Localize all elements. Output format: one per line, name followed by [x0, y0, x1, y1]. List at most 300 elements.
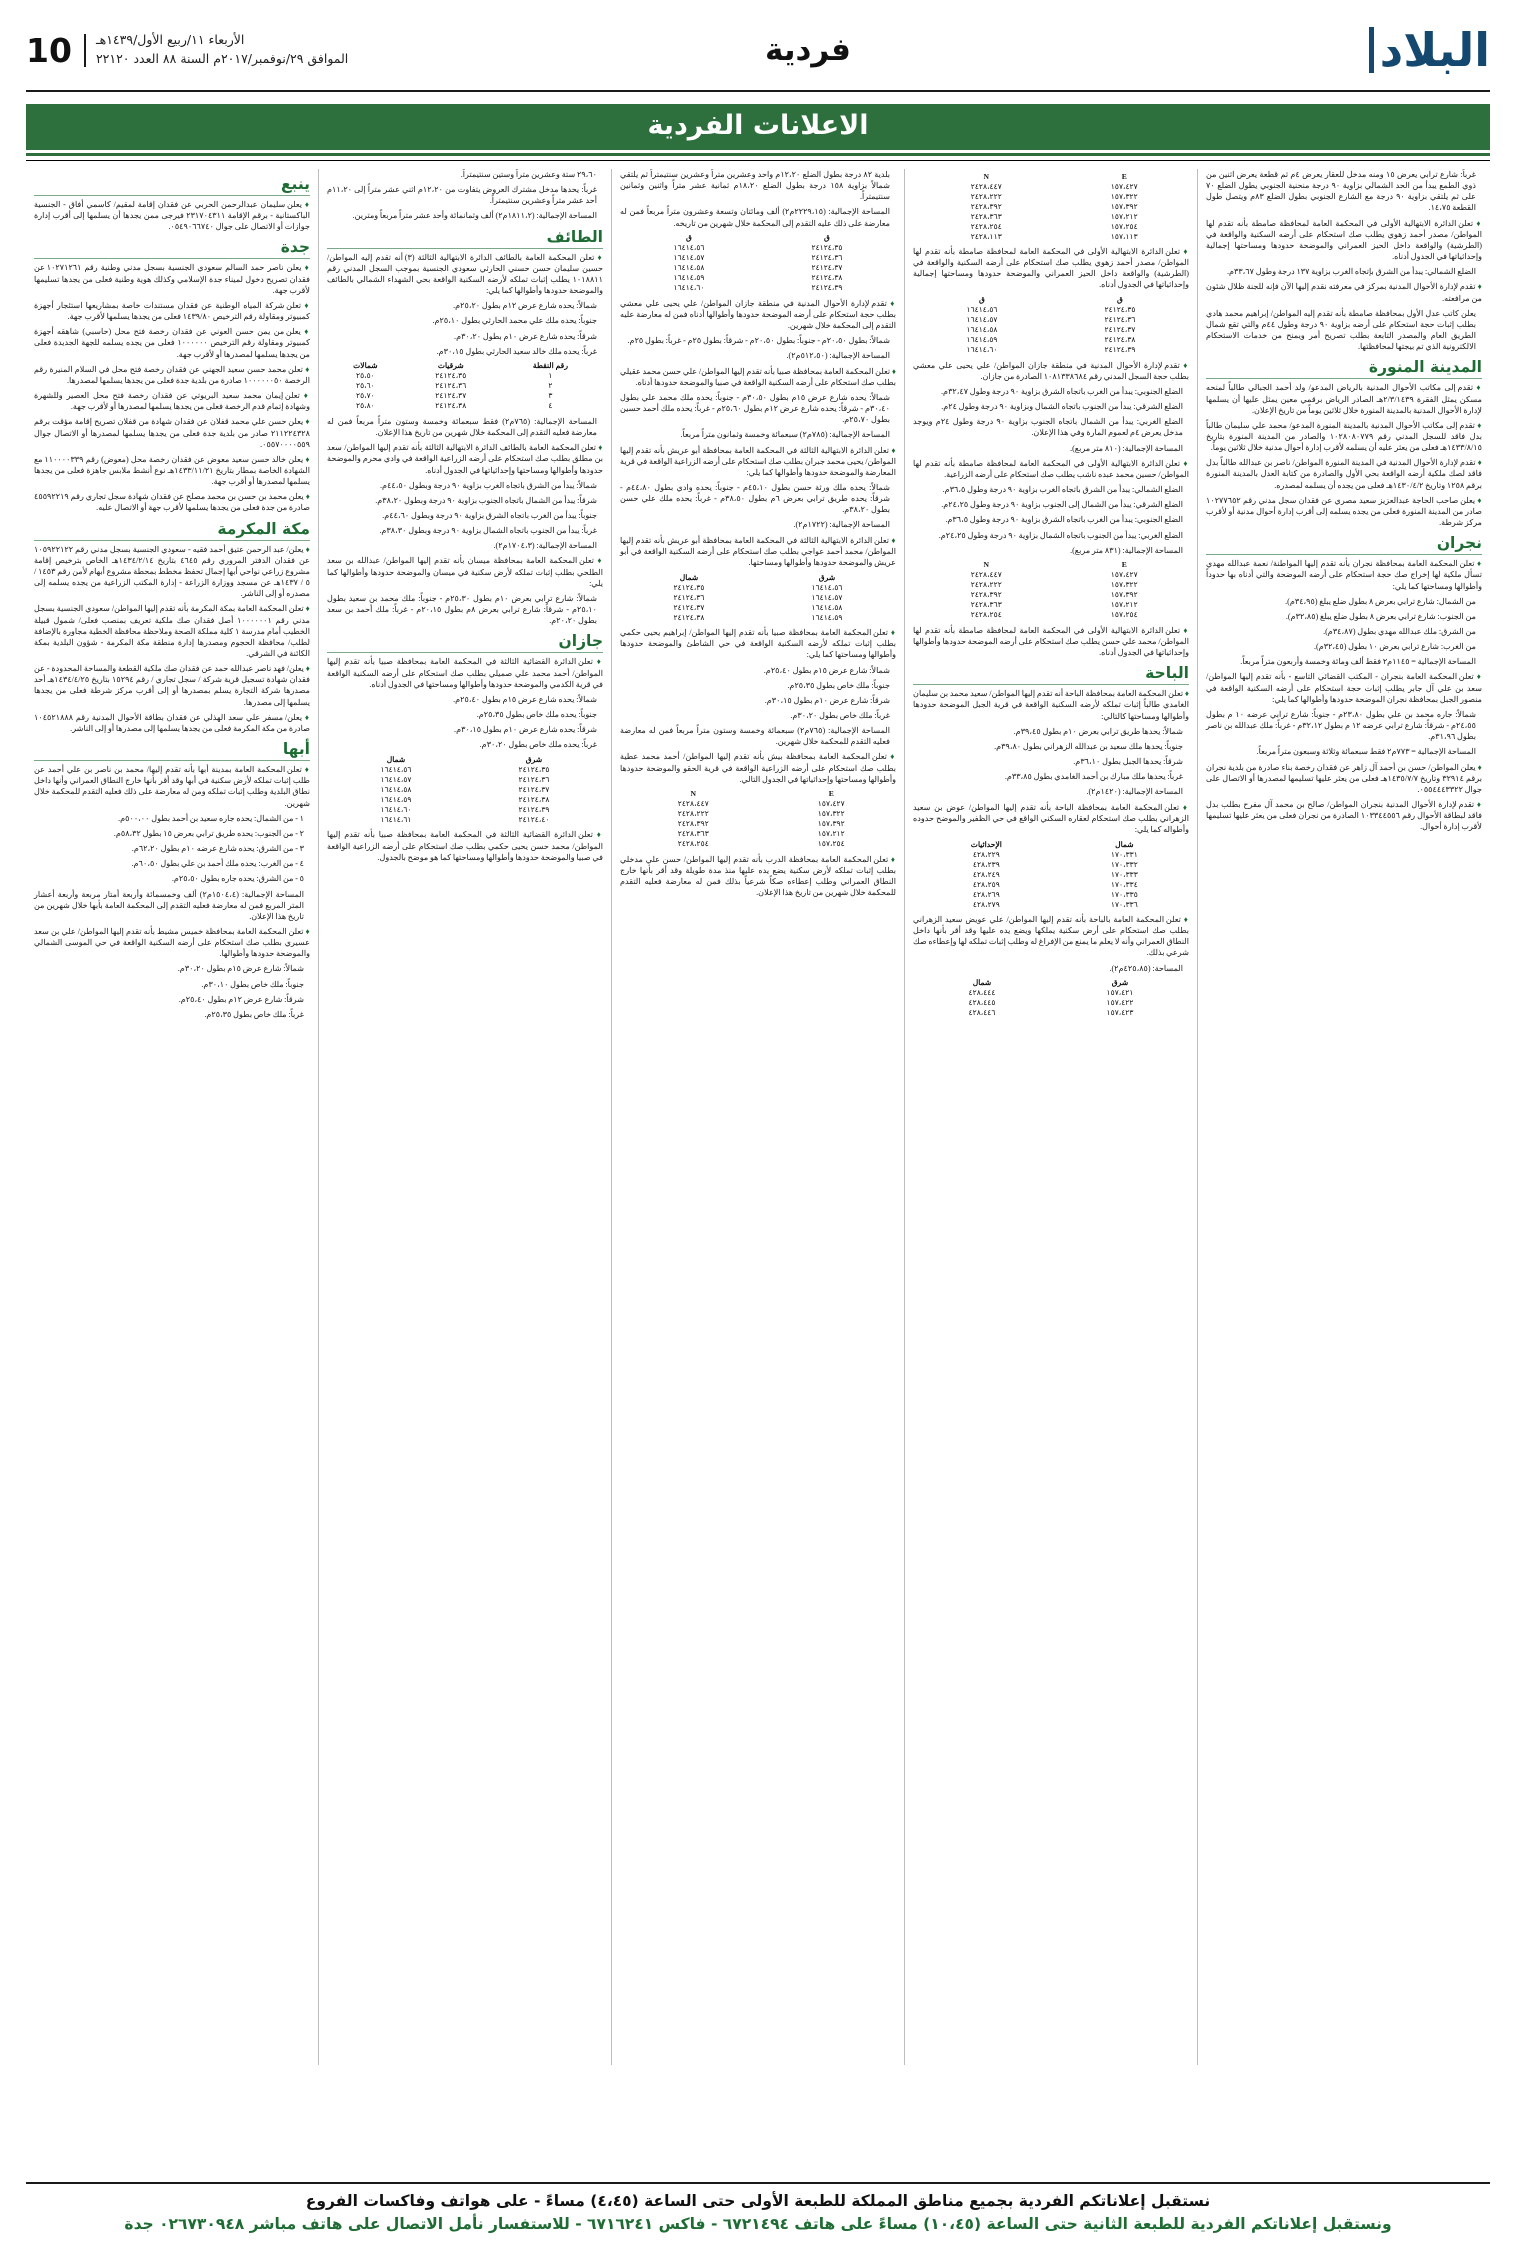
notice-paragraph: ♦ تقدم إلى مكاتب الأحوال المدنية بالرياض المدعو/ ولد أحمد الجبالي طالباً لمنحه مسكن يمثل الفقرة ٢/٣/١٤٣٩هـ الصادر الرياض برقمي معين يمثل عليها أن يسلمها لإدارة الأحوال المدنية بالمدينة المنورة خلال ثلاثين يوماً من تاريخ الإعلان. [1206, 382, 1482, 415]
table-cell: ٢٤١٢٤،٣٦ [435, 381, 467, 391]
table-cell: ٢ [548, 381, 553, 391]
table-cell: ١٥٧،٤٢٧ [817, 799, 845, 809]
table-cell: ٢٤١٢٤،٣٧ [811, 263, 843, 273]
table-cell: ٢٤١٢٤،٣٥ [1104, 305, 1136, 315]
detail-paragraph: جنوباً: يحدها ملك سعيد بن عبدالله الزهراني بطول ٣٩،٨٠م. [994, 741, 1183, 751]
table-cell: ٢٤١٢٤،٣٦ [673, 592, 705, 602]
notice-paragraph: ♦ يعلن/ فهد ناصر عبدالله حمد عن فقدان صك ملكية القطعة والمساحة المحدودة - عن فقدان شهادة تسجيل قرية شركة / سجل تجاري / رقم ١٥٢٩٤ بتاريخ ١٤٣٤/٤/٢٥هـ أحد مصدرها شركة التجارة يسلم بمصدرها أو إلى أقرب مركز شرطة فعلى من يجدها يسلمها إلى مصدرها. [34, 663, 310, 708]
table-row [327, 371, 603, 381]
table-cell: ٤٢٨،٢٣٩ [972, 859, 1000, 869]
table-row [913, 998, 1189, 1008]
detail-paragraph: الضلع الجنوبي: يبدأ من الغرب باتجاه الشرق بزاوية ٩٠ درجة وطول ٣٢،٤٧م. [941, 386, 1183, 396]
detail-paragraph: شمالاً: بطول ٢٠،٥٠م - جنوباً: بطول ٢٠،٥٠م - شرقاً: بطول ٢٥م - غرباً: بطول ٢٥م. [627, 336, 890, 346]
detail-paragraph: شمالاً: يحده شارع عرض ١٥م بطول ٢٥،٤٠م. [453, 694, 597, 704]
table-cell: ٢٤١٢٤،٣٨ [811, 273, 843, 283]
page-title: فردية [765, 32, 851, 68]
table-cell: ١٦٤١٤،٥٨ [673, 263, 705, 273]
table-cell: ٢٤٢٨،٢٥٤ [970, 221, 1002, 231]
notice-paragraph: ♦ يعلن سليمان عبدالرحمن الحربي عن فقدان إقامة لمقيم/ كاسمي أفاق - الجنسية الباكستانية - برقم الإقامة ٢٣١٧٠٤٣١١ فيرجى ممن يجدها أن يسلمها إلى أقرب إدارة جوازات أو الاتصال على جوال ٠٥٤٩٠٦٦٧٤٠. [34, 199, 310, 232]
notice-paragraph: ♦ تعلن المحكمة العامة بمحافظة الباحة أنه تقدم إليها المواطن/ سعيد محمد بن سليمان الغامدي طالباً إثبات تملكه لأرضه السكنية الواقعة في قرية الجبل الموضحة حدودها وأطوالها ومساحتها كالتالي: [913, 688, 1189, 721]
table-cell: ١٥٧،٣٢٢ [1110, 580, 1138, 590]
notice-paragraph: ♦ تعلن الدائرة الابتهالية الثالثة في المحكمة العامة بمحافظة أبو عريش بأنه تقدم إليها المواطن/ يحيى محمد جبران بطلب صك استحكام على أرضه الزراعية الواقعة في قرية المعارضة والموضحة حدودها وأطوالها كما يلي: [620, 445, 896, 478]
detail-paragraph: الضلع الشرقي: يبدأ من الجنوب باتجاه الشمال وبزاوية ٩٠ درجة وطول ٢٤م. [941, 402, 1183, 412]
table-row [620, 602, 896, 612]
table-cell: ٤٢٨،٤٤٤ [968, 988, 996, 998]
issue-info [26, 31, 356, 69]
detail-paragraph: الضلع الجنوبي: يبدأ من الغرب باتجاه الشرق بزاوية ٩٠ درجة وطول ٣٦،٥م. [945, 515, 1183, 525]
table-header-cell: ق [979, 295, 985, 305]
table-header-cell: E [1121, 560, 1127, 570]
notice-paragraph: ♦ تعلن المحكمة العامة بالطائف الدائرة الابتهالية الثالثة (٣) أنه تقدم إليه المواطن/ حسين سليمان حسن حسني الحارثي سعودي الجنسية بموجب السجل المدني رقم ١٠١٨٨١١ يطلب إثبات تملكه لأرضه السكنية الواقعة بحي الشهداء الشمالي بالطائف والموضحة حدودها وأطوالها كما يلي: [327, 252, 603, 297]
city-heading: جازان [327, 632, 603, 653]
table-cell: ١٦٤١٤،٥٦ [811, 582, 843, 592]
table-row [913, 221, 1189, 231]
table-cell: ٢٤٢٨،٤٤٧ [970, 570, 1002, 580]
table-cell: ١٦٤١٤،٥٧ [673, 253, 705, 263]
table-cell: ١٥٧،٤٢٧ [1110, 181, 1138, 191]
table-cell: ٤٢٨،٢٥٩ [972, 879, 1000, 889]
table-row [620, 799, 896, 809]
notice-paragraph: ♦ تعلن الدائرة الابتهالية الأولى في المحكمة العامة لمحافظة صامطة بأنه تقدم لها المواطن/ حسين محمد عبده ناشب يطلب صك استحكام على أرضه الزراعية. [913, 458, 1189, 480]
detail-paragraph: غرباً: يحدها مدخل مشترك العروض يتفاوت من ١٢،٢٠م اثني عشر متراً إلى ١١،٢٠م أحد عشر متراً وعشرين سنتيمتراً. [327, 185, 597, 206]
table-row [620, 243, 896, 253]
table-cell: ١٥٧،٣٩٢ [1110, 201, 1138, 211]
table-cell: ١٦٤١٤،٥٨ [966, 325, 998, 335]
table-header-cell: شمال [386, 754, 406, 764]
table-row [913, 849, 1189, 859]
table-row [327, 804, 603, 814]
table-row [327, 784, 603, 794]
notice-paragraph: ♦ تقدم لإدارة الأحوال المدنية في المدينة المنورة المواطن/ ناصر بن عبدالله طالباً بدل فاقد لصك ملكية أرضه الواقعة بحي الأول والصادرة من كتابة العدل بالمدينة المنورة برقم ١٢٥٨ وتاريخ ١٤٣٠/٤/٢هـ فعلى من يجده أن يسلمه لمصدره. [1206, 457, 1482, 490]
table-cell: ١٦٤١٤،٥٩ [966, 335, 998, 345]
coordinates-table [913, 978, 1189, 1018]
table-cell: ١٦٤١٤،٥٦ [673, 243, 705, 253]
detail-paragraph: شمالاً: شارع ترابي بعرض ١٠م بطول ٢٥،٣٠م - جنوباً: ملك محمد بن سعيد بطول ٢٥،١٠م - شرقاً: شارع ترابي بعرض ٨م بطول ٢٠،١٥م - غرباً: ملك أحمد بن سعد بطول ٢٠،٢٠م. [327, 593, 597, 626]
masthead [26, 18, 1490, 92]
table-cell: ٢٤١٢٤،٣٦ [518, 774, 550, 784]
table-cell: ٤ [548, 401, 553, 411]
table-cell: ١٥٧،٣٢٢ [817, 809, 845, 819]
table-cell: ١٦٤١٤،٦١ [380, 814, 412, 824]
table-cell: ٢٤١٢٤،٣٨ [518, 794, 550, 804]
table-row [913, 889, 1189, 899]
city-heading: المدينة المنورة [1206, 358, 1482, 379]
notice-paragraph: ♦ تقدم إلى مكاتب الأحوال المدنية بالمدينة المنورة المدعو/ محمد علي سليمان طالباً بدل فاقد للسجل المدني رقم ١٠٢٨٠٨٠٧٧٩ والصادر من المدينة المنورة بتاريخ ١٤٣٣/٨/١٥هـ فعلى من يعثر عليه أن يسلمه لأقرب إدارة أحوال مدنية خلال ثلاثين يوماً. [1206, 420, 1482, 453]
table-row [913, 869, 1189, 879]
notice-paragraph: ♦ تعلن المحكمة العامة بمحافظة صبيا بأنه تقدم إليها المواطن/ إبراهيم يحيى حكمي بطلب إثبات تملكه لأرضه السكنية الواقعة في حي الشاطئ والموضحة حدودها وأطوالها ومساحتها كما يلي: [620, 627, 896, 660]
table-cell: ٤٢٨،٤٤٦ [968, 1008, 996, 1018]
table-cell: ٢٤٢٨،٣٩٢ [970, 201, 1002, 211]
detail-paragraph: شرقاً: يحدها الجبل بطول ٣٦،١٠م. [1073, 757, 1183, 767]
table-row [620, 283, 896, 293]
table-row [620, 592, 896, 602]
logo-bar [1369, 27, 1374, 73]
table-header-cell: شرق [818, 572, 836, 582]
coordinates-table [327, 361, 603, 411]
detail-paragraph: يعلن كاتب عدل الأول بمحافظة صامطة بأنه تقدم إليه المواطن/ إبراهيم محمد هادي بطلب إثبات حجة استحكام على أرضه بزاوية ٩٠ درجة وطول ٤٤م والتي تقع شمال الطريق العام والمصدر التابعة بطلب تصريح أمر ويمنح من خدمات الاستحكام الالكترونية الذي تم بيجتها لمحافظتها. [1206, 308, 1476, 352]
table-cell: ٤٢٨،٢٧٩ [972, 899, 1000, 909]
notice-paragraph: ♦ يعلن صاحب الحاجة عبدالعزيز سعيد مصري عن فقدان سجل مدني رقم ١٠٢٧٧٦٥٢ صادر من المدينة المنورة فعلى من يجده يسلمه إلى أقرب إدارة أحوال مدنية أو لأقرب مركز شرطة. [1206, 495, 1482, 528]
detail-paragraph: ٢٩،٦٠ ستة وعشرين متراً وستين سنتيمتراً. [460, 170, 597, 179]
table-cell: ١٦٤١٤،٥٩ [811, 612, 843, 622]
table-cell: ١٥٧،٣٩٢ [817, 819, 845, 829]
table-cell: ٢٤٢٨،٣٩٢ [677, 819, 709, 829]
detail-paragraph: غرباً: يحده ملك خاص بطول ٣٠،٢٠م. [479, 740, 597, 750]
table-cell: ١٥٧،٢١٢ [1110, 211, 1138, 221]
table-cell: ١٦٤١٤،٥٧ [380, 774, 412, 784]
table-cell: ٢٤٢٨،٢٥٤ [970, 610, 1002, 620]
table-row [913, 335, 1189, 345]
table-row [327, 774, 603, 784]
table-cell: ١٥٧،٢١٢ [817, 829, 845, 839]
table-row [913, 305, 1189, 315]
detail-paragraph: غرباً: يحده ملك خالد سعيد الحارثي بطول ٣٠،١٥م. [436, 346, 597, 356]
table-cell: ٢٥،٦٠ [355, 381, 375, 391]
table-row [913, 1008, 1189, 1018]
detail-paragraph: ٤ - من الغرب: يحده ملك أحمد بن علي بطول ٦٠،٥٠م. [131, 859, 304, 869]
table-cell: ١٥٧،١١٣ [1110, 231, 1138, 241]
notice-paragraph: ♦ تعلن الدائرة الابتهالية الثالثة في المحكمة العامة بمحافظة أبو عريش بأنه تقدم إليها المواطن/ محمد أحمد عواجي بطلب صك استحكام على أرضه السكنية الواقعة في أبو عريش والموضحة حدودها وأطوالها ومساحتها. [620, 535, 896, 568]
column-3 [611, 169, 904, 2065]
column-5 [26, 169, 318, 2065]
table-cell: ٢٤٢٨،١١٣ [970, 231, 1002, 241]
table-cell: ١٥٧،٤٢١ [1106, 988, 1134, 998]
detail-paragraph: شمالاً: جاره محمد بن علي بطول ٢٣،٨٠م - جنوباً: شارع ترابي عرضه ١٠ م بطول ٢٤،٥٥م - شرقاً: شارع ترابي عرضه ١٢ م بطول ٣٢،١٢م - غرباً: ملك عبدالله بن ناصر بطول ٣١،٩٦م. [1206, 709, 1476, 742]
table-cell: ٢٤١٢٤،٣٩ [811, 283, 843, 293]
table-cell: ١٦٤١٤،٥٩ [673, 273, 705, 283]
notice-paragraph: ♦ تعلن المحكمة العامة بمحافظة الباحة بأنه تقدم إليها المواطن/ عوض بن سعيد الزهراني بطلب صك استحكام لعقاره السكني الواقع في حي الظفير والموضح حدوده وأطواله كما يلي: [913, 802, 1189, 835]
table-cell: ٢٥،٧٠ [355, 391, 375, 401]
table-cell: ٢٤٢٨،٢٥٤ [677, 839, 709, 849]
table-cell: ٢٥،٥٠ [355, 371, 375, 381]
detail-paragraph: المساحة الإجمالية: (٧٦٥م٢) فقط سبعمائة وخمسة وستون متراً مربعاً فمن له معارضة فعليه التقدم إلى المحكمة خلال شهرين من تاريخ هذا الإعلان. [327, 416, 597, 438]
notice-paragraph: ♦ يعلن من يمن حسن العوني عن فقدان رخصة فتح محل (حاسبي) شاهقه أجهزة كمبيوتر ومقاولة رقم الترخيص ١٠٠٠٠٠٠ فعلى من يجده يسلمه للجهة الجديدة فعلى من يجدها يسلمها لمصدرها أو لأقرب جهة. [34, 326, 310, 359]
notice-paragraph: ♦ يعلن ناصر حمد السالم سعودي الجنسية بسجل مدني وطنية رقم ١٠٢٧١٢٦١ عن فقدان تصريح دخول لميناء جدة الإسلامي وكذلك هوية وطنية فعلى من يجدها تسليمها لأقرب جهة. [34, 262, 310, 295]
city-heading: نجران [1206, 534, 1482, 555]
table-row [913, 580, 1189, 590]
notice-paragraph: ♦ تعلن المحكمة العامة بنجران - المكتب القضائي التاسع - بأنه تقدم إليها المواطن/ سعد بن علي آل جابر يطلب إثبات حجة استحكام على أرضه السكنية الواقعة في منصور الجبل بمحافظة نجران الموضحة حدودها وأطوالها كما يلي: [1206, 671, 1482, 704]
notice-paragraph: ♦ تعلن المحكمة العامة بمحافظة بيش بأنه تقدم إليها المواطن/ أحمد محمد عطية بطلب صك استحكام على أرضه الزراعية الواقعة في قرية الحقو والموضحة حدودها وأطوالها ومساحتها وإحداثياتها في الجدول التالي. [620, 751, 896, 784]
column-4 [318, 169, 611, 2065]
table-cell: ٢٤١٢٤،٣٧ [1104, 325, 1136, 335]
detail-paragraph: جنوباً: يحده ملك خاص بطول ٢٥،٣٥م. [476, 710, 597, 719]
table-cell: ١ [548, 371, 553, 381]
table-cell: ٢٤٢٨،٣٦٣ [677, 829, 709, 839]
table-row [327, 401, 603, 411]
detail-paragraph: الضلع الشرقي: يبدأ من الشمال إلى الجنوب بزاوية ٩٠ درجة وطول ٢٤،٢٥م. [941, 500, 1183, 510]
table-cell: ٤٢٨،٢٢٩ [972, 849, 1000, 859]
footer-line-1: نستقبل إعلاناتكم الفردية بجميع مناطق المملكة للطبعة الأولى حتى الساعة (٤،٤٥) مساءً - على هواتف وفاكسات الفروع [305, 2192, 1211, 2210]
table-cell: ٢٤١٢٤،٣٩ [1104, 345, 1136, 355]
table-cell: ٢٤٢٨،٤٤٧ [677, 799, 709, 809]
detail-paragraph: المساحة الإجمالية: (١٧٠٤،٣م٢). [493, 541, 597, 551]
notice-paragraph: ♦ تعلن الدائرة القضائية الثالثة في المحكمة العامة بمحافظة صبيا بأنه تقدم إليها المواطن/ محمد حسن يحيى حكمي بطلب صك استحكام على أرضه الزراعية الواقعة في صبيا والموضحة حدودها وأطوالها ومساحتها كما هو موضح بالجدول. [327, 829, 603, 862]
detail-paragraph: المساحة الإجمالية: (٥١٢،٥٠م٢). [786, 351, 890, 361]
table-cell: ١٦٤١٤،٥٦ [966, 305, 998, 315]
table-row [913, 315, 1189, 325]
table-row [327, 764, 603, 774]
detail-paragraph: من الجنوب: شارع ترابي بعرض ٨ بطول ضلع يبلغ (٣٢،٨٥م). [1285, 611, 1476, 621]
notice-paragraph: ♦ تقدم لإدارة الأحوال المدنية في منطقة جازان المواطن/ علي يحيى علي معشي بطلب حجة استحكام على أرضه الموضحة حدودها وأطوالها أدناه فمن له معارضة عليه التقدم إلى المحكمة خلال شهرين. [620, 298, 896, 331]
notice-paragraph: ♦ تعلن المحكمة العامة بمكة المكرمة بأنه تقدم إليها المواطن/ سعودي الجنسية بسجل مدني رقم ١٠٠٠٠٠٠١ أصل فقدان صك ملكية تعريف بمنصب فعلى/ شمول قبيلة الخطيب أمام مدرسة ١ كلية مملكة الصحة وملاحظة محافظة الخطية مجاورة بالإضافة لطلب/ محافظة الحجوم ومصدرها إدارة منطقة مكة المكرمة - شؤون البلدية بمكة الكائنة في الشرقي. [34, 603, 310, 659]
detail-paragraph: المساحة الإجمالية: (٨٣١ متر مربع). [1070, 545, 1183, 555]
table-cell: ١٧٠،٣٣٦ [1110, 899, 1138, 909]
detail-paragraph: المساحة الإجمالية: (٧٨٥م٢) سبعمائة وخمسة وثمانون متراً مربعاً. [680, 430, 890, 440]
coordinates-table [620, 233, 896, 293]
detail-paragraph: المساحة الإجمالية = ١١٤٥م٢ فقط ألف ومائة وخمسة وأربعون متراً مربعاً. [1240, 657, 1476, 667]
table-cell: ٣ [548, 391, 553, 401]
coordinates-table [327, 754, 603, 824]
table-row [620, 263, 896, 273]
page-number: 10 [26, 34, 86, 67]
detail-paragraph: المساحة الإجمالية: (١٨١١،٢م٢) ألف وثمانمائة وأحد عشر متراً مربعاً ومترين. [352, 211, 597, 221]
notice-paragraph: ♦ يعلن/ مسفر علي سعد الهذلي عن فقدان بطاقة الأحوال المدنية رقم ١٠٤٥٢١٨٨٨ صادرة من مكة المكرمة فعلى من يجدها يسلمها إلى مصدرها أو إلى الناشر. [34, 712, 310, 734]
table-header-cell: ق [686, 233, 692, 243]
notice-paragraph: ♦ يعلن حسن علي محمد قفلان عن فقدان شهادة من قفلان تصريح إقامة مؤقت برقم ٢١١٢٢٤٣٢٨ صادر من بلدية جدة فعلى من يجدها يسلمها لمصدرها أو الاتصال جوال ٠٥٥٧٠٠٠٠٥٥٩. [34, 416, 310, 449]
notice-paragraph: ♦ تعلن المحكمة العامة بمحافظة صبيا بأنه تقدم إليها المواطن/ علي حسن محمد عقيلي بطلب صك استحكام على أرضه السكنية الواقعة في صبيا والموضحة حدودها أدناه. [620, 366, 896, 388]
table-cell: ٢٤١٢٤،٤٠ [518, 814, 550, 824]
table-header-cell: N [690, 789, 697, 799]
coordinates-table [913, 171, 1189, 241]
table-cell: ١٥٧،٣٢٢ [1110, 191, 1138, 201]
table-cell: ٢٤١٢٤،٣٧ [673, 602, 705, 612]
table-cell: ١٦٤١٤،٦٠ [966, 345, 998, 355]
table-header-cell: شرق [1111, 978, 1129, 988]
notice-paragraph: ♦ يعلن خالد حسن سعيد معوض عن فقدان رخصة محل (معوض) رقم ١١٠٠٠٠٣٣٩ مع الشهادة الخاصة بمطار بتاريخ ١٤٣٣/١١/٢١هـ نوع أنشط ملابس جاهزة فعلى من يجدها يسلمها لمصدرها أو أقرب جهة. [34, 454, 310, 487]
issue-dates [96, 31, 348, 69]
detail-paragraph: بلدية ٨٢ درجة بطول الضلع ١٢،٢٠م واحد وعشرين متراً وعشرين سنتيمتراً ثم يلتقي شمالاً بزاوية ١٥٨ درجة بطول الضلع ١٨،٢٠م ثمانية عشر متراً واثنين وثمانين سنتيمتراً. [620, 170, 890, 202]
detail-paragraph: ١ - من الشمال: يحده جاره سعيد بن أحمد بطول ٥٠٠،٠٠م. [118, 813, 304, 823]
notice-paragraph: ♦ تعلن محمد حسن سعيد الجهني عن فقدان رخصة فتح محل في السلام المنيرة رقم الرخصة ١٠٠٠٠٠٠٥٠ صادرة من بلدية جدة فعلى من يجدها يسلمها لمصدرها. [34, 364, 310, 386]
detail-paragraph: الضلع الشمالي: يبدأ من الشرق باتجاه الغرب بزاوية ٩٠ درجة وطول ٣٦،٥م. [942, 485, 1183, 495]
table-cell: ١٦٤١٤،٦٠ [380, 804, 412, 814]
banner-wrap [26, 104, 1490, 150]
detail-paragraph: شرقاً: يبدأ من الشمال باتجاه الجنوب بزاوية ٩٠ درجة وبطول ٣٨،٢٠م. [375, 495, 597, 505]
notice-paragraph: ♦ تعلن الدائرة الابتهالية الأولى في المحكمة العامة لمحافظة صامطة بأنه تقدم لها المواطن/ مصدر أحمد زهوي يطلب صك استحكام على أرضه السكنية والواقعة في (الطرشية) والواقعة داخل الحيز العمراني والموضحة حدودها ومساحتها إجمالية وإحداثياتها في الجدول أدناه. [913, 246, 1189, 291]
table-cell: ١٦٤١٤،٥٨ [380, 784, 412, 794]
notice-paragraph: ♦ تعلن إيمان محمد سعيد البريوتي عن فقدان رخصة فتح محل العصير وللشهرة وشهادة إتمام قدم الرخصة فعلى من يجدها يسلمها لمصدرها أو لأقرب جهة. [34, 390, 310, 412]
date-hijri: الأربعاء ١١/ربيع الأول/١٤٣٩هـ [95, 32, 245, 48]
detail-paragraph: المساحة الإجمالية: (١٥٠٤،٤م٢) ألف وخمسمائة وأربعة أمتار مربعة وأربعة أعشار المتر المربع فمن له معارضة فعليه التقدم إلى المحكمة العامة بأبها خلال شهرين من تاريخ هذا الإعلان. [34, 889, 304, 921]
column-1 [1197, 169, 1490, 2065]
detail-paragraph: المساحة الإجمالية = ٧٧٣م٢ فقط سبعمائة وثلاثة وسبعون متراً مربعاً. [1256, 747, 1476, 757]
table-row [327, 814, 603, 824]
table-header-cell: شمالات [353, 361, 378, 371]
table-cell: ٢٥،٨٠ [355, 401, 375, 411]
detail-paragraph: ٣ - من الشرق: يحده شارع عرضه ١٠م بطول ٦٢،٢٠م. [131, 844, 304, 854]
detail-paragraph: شرقاً: شارع عرض ١٢م بطول ٢٥،٤٠م. [178, 994, 304, 1004]
table-header-cell: ق [1117, 295, 1123, 305]
table-row [913, 899, 1189, 909]
detail-paragraph: شمالاً: يحده شارع عرض ١٥م بطول ٣٠،٥٠م - جنوباً: يحده ملك محمد علي بطول ٣٠،٤٠م - شرقاً: يحده شارع عرض ١٢م بطول ٢٥،٦٠م - غرباً: يحده ملك أحمد حسين بطول ٢٥،٧٠م. [620, 392, 890, 425]
detail-paragraph: المساحة الإجمالية: (٧٦٥م٢) سبعمائة وخمسة وستون متراً مربعاً فمن له معارضة فعليه التقدم للمحكمة خلال شهرين. [620, 726, 891, 747]
table-cell: ٤٢٨،٢٦٩ [972, 889, 1000, 899]
detail-paragraph: ٢ - من الجنوب: يحده طريق ترابي بعرض ١٥ بطول ٥٨،٣٢م. [113, 828, 304, 838]
table-cell: ٢٤١٢٤،٣٨ [435, 401, 467, 411]
table-cell: ١٥٧،٢٥٤ [1110, 610, 1138, 620]
notice-paragraph: ♦ تعلن المحكمة العامة بمحافظة ميسان بأنه تقدم إليها المواطن/ عبدالله بن سعد الطلحي بطلب إثبات تملكه لأرض سكنية في ميسان والموضحة حدودها وأطوالها كما يلي: [327, 555, 603, 588]
notice-paragraph: ♦ يعلن المواطن/ حسن بن أحمد آل زاهر عن فقدان رخصة بناء صادرة من بلدية نجران برقم ٣٢٩١٤ وتاريخ ١٤٣٥/٧/٧هـ فعلى من يعثر عليها تسليمها لمصدرها أو الاتصال على جوال ٠٥٥٤٤٤٣٣٢٢. [1206, 762, 1482, 795]
city-heading: الطائف [327, 228, 603, 249]
notice-paragraph: ♦ يعلن/ عبد الرحمن عتيق أحمد فقيه - سعودي الجنسية بسجل مدني رقم ١٠٥٩٢٢١٢٢ عن فقدان الدفتر المروري رقم ٤٦٤٥ بتاريخ ١٤٣٤/٢/١٤هـ الخاص بترخيص إقامة مشروع زراعي نواحي أبها إجمال تحفظ مخطط بمحطة مشروع أبهام لأمن رقم ١٤٥٣ / ٥ / ١٤٣٧هـ عن مسجد ووزارة الزراعة - إدارة المكتب الزراعية من يجده يسلمه إلى مصدره أو إلى الناشر. [34, 544, 310, 600]
table-cell: ١٧٠،٣٣٥ [1110, 889, 1138, 899]
date-gregorian: الموافق ٢٩/نوفمبر/٢٠١٧م السنة ٨٨ العدد ٢٢١٢٠ [95, 51, 349, 66]
table-cell: ٢٤١٢٤،٣٨ [673, 612, 705, 622]
logo-text: البلاد [1379, 23, 1490, 77]
table-row [620, 582, 896, 592]
table-cell: ٤٢٨،٢٤٩ [972, 869, 1000, 879]
detail-paragraph: شرقاً: شارع عرض ١٠م بطول ٣٠،١٥م. [764, 695, 890, 705]
table-row [620, 809, 896, 819]
detail-paragraph: الضلع الغربي: يبدأ من الشمال باتجاه الجنوب بزاوية ٩٠ درجة وطول ٢٤م ويوجد مدخل يعرض ٤م لعموم المارة وفي هذا الإعلان. [913, 417, 1183, 438]
notice-paragraph: ♦ تقدم لإدارة الأحوال المدنية بنجران المواطن/ صالح بن محمد آل مفرح بطلب بدل فاقد لبطاقة الأحوال رقم ١٠٣٣٤٤٥٥٦ الصادرة من نجران فعلى من يعثر عليها تسليمها لأقرب إدارة أحوال. [1206, 799, 1482, 832]
table-cell: ٢٤١٢٤،٣٧ [518, 784, 550, 794]
table-row [913, 879, 1189, 889]
table-row [913, 859, 1189, 869]
notice-paragraph: ♦ تقدم لإدارة الأحوال المدنية بمركز في معرفته نقدم إليها الآن فإنه للجنة ظلال شئون من مرافعته. [1206, 281, 1482, 303]
detail-paragraph: المساحة الإجمالية: (٨١٠ متر مربع). [1070, 443, 1183, 453]
notice-paragraph: ♦ تعلن المحكمة العامة بالباحة بأنه تقدم إليها المواطن/ علي عويض سعيد الزهراني بطلب صك استحكام على أرض سكنية يملكها ويضع يده عليها وقد أقر بأنها داخل النطاق العمراني وأنه لا يعلم ما يمنع من الإفراغ له وطلب إثبات تملكه لها وإعطاءه صك شرعي بذلك. [913, 914, 1189, 959]
coordinates-table [913, 560, 1189, 620]
table-cell: ١٥٧،٤٢٢ [1106, 998, 1134, 1008]
detail-paragraph: الضلع الشمالي: يبدأ من الشرق بإتجاه الغرب بزاوية ١٣٧ درجة وطول ٣٣،٦٧م. [1226, 267, 1476, 277]
table-row [913, 610, 1189, 620]
table-row [913, 231, 1189, 241]
table-cell: ٢٤١٢٤،٣٨ [1104, 335, 1136, 345]
table-row [620, 253, 896, 263]
table-header-cell: الإحداثيات [970, 839, 1002, 849]
table-cell: ١٧٠،٣٣٣ [1110, 869, 1138, 879]
table-cell: ٤٢٨،٤٤٥ [968, 998, 996, 1008]
table-row [620, 273, 896, 283]
table-cell: ٢٤٢٨،٤٤٧ [970, 181, 1002, 191]
detail-paragraph: غرباً: يبدأ من الجنوب باتجاه الشمال بزاوية ٩٠ درجة وبطول ٣٨،٣٠م. [379, 526, 597, 536]
table-cell: ١٦٤١٤،٥٦ [380, 764, 412, 774]
table-cell: ٢٤٢٨،٣٩٢ [970, 590, 1002, 600]
notice-paragraph: ♦ تعلن الدائرة القضائية الثالثة في المحكمة العامة بمحافظة صبيا بأنه تقدم إليها المواطن/ أحمد محمد علي صميلي بطلب صك استحكام على أرضه السكنية الواقعة في قرية الكدمي والموضحة حدودها وأطوالها ومساحتها في الجدول أدناه. [327, 656, 603, 689]
table-cell: ٢٤١٢٤،٣٥ [518, 764, 550, 774]
table-cell: ١٦٤١٤،٥٧ [811, 592, 843, 602]
table-row [913, 988, 1189, 998]
notice-paragraph: ♦ تقدم لإدارة الأحوال المدنية في منطقة جازان المواطن/ علي يحيى علي معشي بطلب حجة السجل المدني رقم ١٠٨١٣٣٨٦٨٤ الصادرة من جازان. [913, 360, 1189, 382]
footer-line-2: ونستقبل إعلاناتكم الفردية للطبعة الثانية حتى الساعة (١٠،٤٥) مساءً على هاتف ٦٧٢١٤٩٤ - فاكس ٦٧١٦٢٤١ - للاستفسار نأمل الاتصال على هاتف مباشر ٠٢٦٧٣٠٩٤٨ جدة [124, 2215, 1392, 2233]
table-row [913, 191, 1189, 201]
notice-paragraph: ♦ تعلن المحكمة العامة بمحافظة نجران بأنه تقدم إليها المواطنة/ نعمة عبدالله مهدي تسأل ملكية لها إخراج صك حجة استحكام على أرضه الموضحة والتي أدناه بها حدوداً وأطوالها ومساحتها كما يلي: [1206, 558, 1482, 591]
table-header-cell: E [1121, 171, 1127, 181]
table-cell: ٢٤١٢٤،٣٩ [518, 804, 550, 814]
table-cell: ٢٤١٢٤،٣٦ [1104, 315, 1136, 325]
detail-paragraph: من الشمال: شارع ترابي بعرض ٨ بطول ضلع يبلغ (٣٤،٩٥م). [1285, 596, 1476, 606]
table-row [913, 600, 1189, 610]
detail-paragraph: المساحة: (٤٢٥،٨٥م٢). [1109, 963, 1183, 973]
table-row [620, 612, 896, 622]
detail-paragraph: المساحة الإجمالية: (١٤٢٠م٢). [1086, 787, 1183, 797]
table-cell: ١٥٧،٢١٢ [1110, 600, 1138, 610]
detail-paragraph: شمالاً: يحده شارع عرض ١٢م بطول ٢٥،٢٠م. [453, 301, 597, 311]
notice-paragraph: ♦ تعلن المحكمة العامة بالطائف الدائرة الابتهالية الثالثة بأنه تقدم إليها المواطن/ سعد بن مطلق بطلب صك استحكام على أرضه الزراعية الواقعة في وادي محرم والموضحة حدودها وأطوالها ومساحتها وإحداثياتها في الجدول أدناه. [327, 442, 603, 475]
table-cell: ٢٤٢٨،٣٦٣ [970, 211, 1002, 221]
table-row [913, 201, 1189, 211]
notice-paragraph: ♦ تعلن الدائرة الابتهالية الأولى في المحكمة العامة لمحافظة صامطة بأنه تقدم لها المواطن/ مصدر أحمد زهوي يطلب صك استحكام على أرضه السكنية والواقعة في (الطرشية) والواقعة داخل الحيز العمراني والموضحة حدودها ومساحتها إجمالية وإحداثياتها في الجدول أدناه. [1206, 218, 1482, 263]
detail-paragraph: شمالاً: يحدها طريق ترابي بعرض ١٠م بطول ٣٩،٤٥م. [1013, 726, 1183, 736]
detail-paragraph: شمالاً: يحده ملك ورثة حسن بطول ٤٥،١٠م - جنوباً: يحده وادي بطول ٤٤،٨٠م - شرقاً: يحده طريق ترابي بعرض ٦م بطول ٣٨،٥٠م - غرباً: يحده ملك علي حسن بطول ٣٨،٢٠م. [620, 482, 890, 515]
table-cell: ٢٤٢٨،٢٢٢ [970, 580, 1002, 590]
detail-paragraph: جنوباً: يحده ملك علي محمد الحارثي بطول ٢٥،١٠م. [432, 316, 597, 326]
table-row [327, 794, 603, 804]
detail-paragraph: شمالاً: شارع عرض ١٥م بطول ٢٥،٤٠م. [763, 665, 890, 675]
city-heading: ينبع [34, 175, 310, 196]
table-row [913, 345, 1189, 355]
table-row [913, 325, 1189, 335]
table-cell: ٢٤٢٨،٣٦٣ [970, 600, 1002, 610]
table-row [913, 211, 1189, 221]
notice-paragraph: ♦ تعلن المحكمة العامة بمحافظة خميس مشيط بأنه تقدم إليها المواطن/ علي بن سعد عسيري بطلب صك استحكام على أرضه السكنية الواقعة في حي الموسى الشمالي والموضحة حدودها وأطوالها. [34, 926, 310, 959]
table-cell: ١٥٧،٤٢٣ [1106, 1008, 1134, 1018]
notice-paragraph: ♦ تعلن المحكمة العامة بمدينة أبها بأنه تقدم إليها/ محمد بن ناصر بن علي أحمد عن طلب إثبات تملكه لأرض سكنية في أبها وقد أقر بأنها خارج النطاق العمراني وأنها داخل نطاق البلدية وطلب إثبات تملكه ومن له معارضة على ذلك فعليه التقدم للمحكمة خلال شهرين. [34, 764, 310, 809]
table-header-cell: N [983, 560, 990, 570]
notice-paragraph: ♦ يعلن محمد بن حسن بن محمد مصلح عن فقدان شهادة سجل تجاري رقم ٤٥٥٩٢٢١٩ صادرة من جدة فعلى من يجدها يسلمها لأقرب جهة أو الاتصال عليه. [34, 491, 310, 513]
detail-paragraph: جنوباً: ملك خاص بطول ٣٠،١٠م. [201, 979, 304, 989]
coordinates-table [913, 839, 1189, 909]
table-cell: ١٥٧،٢٥٤ [1110, 221, 1138, 231]
detail-paragraph: ٥ - من الشرق: يحده جاره بطول ٢٥،٥٠م. [171, 874, 304, 884]
coordinates-table [620, 572, 896, 622]
table-cell: ١٥٧،٤٢٧ [1110, 570, 1138, 580]
table-cell: ١٦٤١٤،٦٠ [673, 283, 705, 293]
table-cell: ٢٤٢٨،٢٢٢ [677, 809, 709, 819]
table-header-cell: شمال [972, 978, 992, 988]
detail-paragraph: جنوباً: ملك خاص بطول ٢٥،٣٥م. [787, 680, 890, 690]
detail-paragraph: شرقاً: يحده شارع عرض ١٠م بطول ٣٠،٢٠م. [454, 331, 597, 341]
detail-paragraph: جنوباً: يبدأ من الغرب باتجاه الشرق بزاوية ٩٠ درجة وبطول ٤٤،٦٠م. [382, 510, 597, 520]
notice-paragraph: ♦ تعلن شركة المياه الوطنية عن فقدان مستندات خاصة بمشاريعها استئجار أجهزة كمبيوتر ومقاولة رقم الترخيص ١٤٣٩/٨٠ فعلى من يجدها يسلمها لأقرب جهة. [34, 300, 310, 322]
table-row [913, 570, 1189, 580]
table-header-cell: شرقيات [437, 361, 464, 371]
detail-paragraph: الضلع الغربي: يبدأ من الجنوب باتجاه الشمال بزاوية ٩٠ درجة وطول ٢٤،٢٥م. [938, 530, 1183, 540]
page-footer [26, 2182, 1490, 2238]
table-row [327, 381, 603, 391]
table-cell: ١٧٠،٣٣١ [1110, 849, 1138, 859]
detail-paragraph: غرباً: ملك خاص بطول ٢٥،٣٥م. [204, 1009, 304, 1019]
newspaper-logo [1260, 23, 1490, 77]
table-header-cell: E [828, 789, 834, 799]
article-columns [26, 160, 1490, 2065]
city-heading: مكة المكرمة [34, 520, 310, 541]
table-cell: ١٥٧،٣٩٢ [1110, 590, 1138, 600]
table-row [620, 829, 896, 839]
table-cell: ١٦٤١٤،٥٨ [811, 602, 843, 612]
city-heading: أبها [34, 740, 310, 761]
table-header-cell: رقم النقطة [532, 361, 568, 371]
table-header-cell: شمال [679, 572, 699, 582]
table-header-cell: شرق [525, 754, 543, 764]
table-row [620, 839, 896, 849]
detail-paragraph: من الغرب: شارع ترابي بعرض ١٠ بطول (٣٢،٤٥م). [1314, 642, 1476, 652]
city-heading: الباحة [913, 664, 1189, 685]
detail-paragraph: شرقاً: يحده شارع عرض ١٠م بطول ٣٠،١٥م. [454, 725, 597, 735]
table-cell: ٢٤١٢٤،٣٥ [435, 371, 467, 381]
detail-paragraph: غرباً: ملك خاص بطول ٣٠،٢٠م. [790, 711, 890, 720]
table-cell: ١٧٠،٣٣٢ [1110, 859, 1138, 869]
detail-paragraph: من الشرق: ملك عبدالله مهدي بطول (٣٤،٨٧م). [1323, 627, 1476, 636]
detail-paragraph: غرباً: يحدها ملك مبارك بن أحمد الغامدي بطول ٣٣،٨٥م. [1004, 772, 1183, 782]
detail-paragraph: شمالاً: شارع عرض ١٥م بطول ٣٠،٢٠م. [177, 964, 304, 974]
table-row [913, 590, 1189, 600]
section-banner: الاعلانات الفردية [26, 104, 1490, 150]
table-row [620, 819, 896, 829]
table-row [327, 391, 603, 401]
table-header-cell: شمال [1115, 839, 1134, 849]
